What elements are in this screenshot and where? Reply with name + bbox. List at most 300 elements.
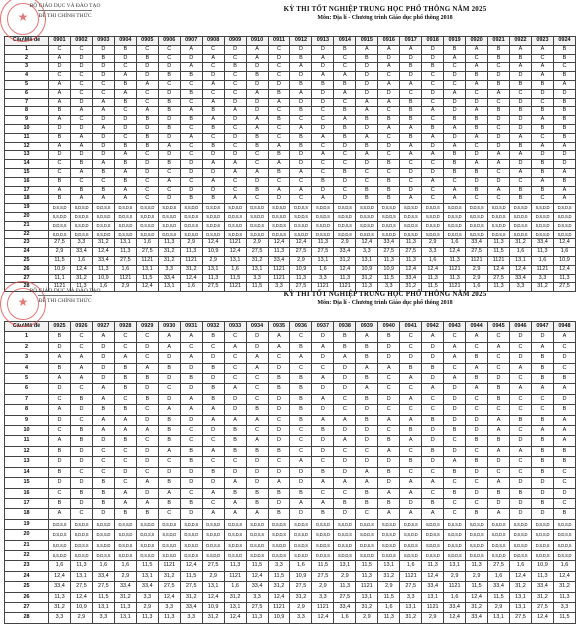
- answer-cell: S,D,S,D: [378, 540, 400, 550]
- answer-cell: D,D,S,S: [488, 540, 510, 550]
- official-seal-stamp: ★: [0, 281, 46, 327]
- answer-cell: D: [180, 467, 202, 477]
- answer-cell: B: [334, 107, 356, 116]
- answer-cell: S,D,S,D: [400, 550, 422, 560]
- answer-cell: C: [70, 509, 92, 519]
- table-row: [5, 221, 576, 230]
- answer-cell: A: [114, 89, 136, 98]
- answer-cell: 13,1: [202, 265, 224, 274]
- answer-cell: A: [246, 124, 268, 133]
- answer-cell: C: [510, 89, 532, 98]
- answer-cell: A: [378, 415, 400, 425]
- answer-cell: 11,5: [92, 592, 114, 602]
- answer-cell: S,D,S,D: [158, 550, 180, 560]
- answer-cell: 11,3: [400, 239, 422, 248]
- issuing-organization: [10, 287, 120, 305]
- answer-cell: B: [488, 394, 510, 404]
- question-number-cell: 22: [5, 230, 49, 239]
- answer-cell: C: [510, 394, 532, 404]
- answer-cell: 11,5: [268, 571, 290, 581]
- answer-cell: D,D,S,S: [488, 230, 510, 239]
- answer-cell: 31,2: [356, 274, 378, 283]
- answer-cell: 11,3: [356, 283, 378, 292]
- answer-cell: A: [224, 384, 246, 394]
- answer-cell: B: [444, 45, 466, 54]
- answer-cell: D,D,S,S: [334, 221, 356, 230]
- answer-cell: 1,6: [92, 283, 114, 292]
- answer-cell: 1,6: [422, 256, 444, 265]
- answer-cell: S,D,S,D: [553, 212, 575, 221]
- answer-cell: S,D,S,D: [531, 530, 553, 540]
- answer-cell: A: [356, 45, 378, 54]
- answer-cell: C: [312, 168, 334, 177]
- answer-cell: D: [224, 405, 246, 415]
- answer-cell: B: [224, 426, 246, 436]
- answer-cell: D: [444, 107, 466, 116]
- answer-cell: A: [202, 177, 224, 186]
- answer-cell: 11,3: [49, 592, 71, 602]
- answer-cell: B: [202, 195, 224, 204]
- answer-cell: D,S,D,S: [290, 540, 312, 550]
- table-row: [5, 394, 576, 404]
- answer-cell: B: [531, 498, 553, 508]
- answer-cell: D,S,D,S: [531, 540, 553, 550]
- answer-cell: D: [158, 374, 180, 384]
- answer-cell: D: [531, 151, 553, 160]
- answer-cell: C: [334, 186, 356, 195]
- answer-cell: D,S,D,S: [356, 230, 378, 239]
- answer-cell: 2,9: [466, 274, 488, 283]
- table-row: [5, 256, 576, 265]
- answer-cell: C: [531, 98, 553, 107]
- answer-cell: B: [180, 72, 202, 81]
- answer-cell: C: [180, 426, 202, 436]
- answer-cell: 10,9: [531, 561, 553, 571]
- answer-cell: D: [268, 498, 290, 508]
- table-row: [5, 478, 576, 488]
- answer-cell: C: [70, 467, 92, 477]
- answer-cell: D: [378, 457, 400, 467]
- answer-cell: B: [114, 374, 136, 384]
- answer-cell: B: [356, 142, 378, 151]
- answer-cell: 11,5: [180, 571, 202, 581]
- answer-cell: D,S,S,D: [356, 212, 378, 221]
- answer-cell: 1,6: [444, 239, 466, 248]
- answer-cell: C: [444, 509, 466, 519]
- answer-cell: A: [312, 151, 334, 160]
- answer-cell: S,D,S,D: [334, 212, 356, 221]
- answer-cell: A: [246, 54, 268, 63]
- answer-cell: 33,4: [488, 582, 510, 592]
- answer-cell: A: [246, 353, 268, 363]
- answer-cell: D,S,D,S: [268, 519, 290, 529]
- answer-cell: D,S,D,S: [114, 204, 136, 213]
- answer-cell: B: [246, 446, 268, 456]
- answer-cell: 1121: [466, 256, 488, 265]
- answer-cell: C: [268, 45, 290, 54]
- answer-cell: S,S,D,D: [356, 204, 378, 213]
- answer-cell: C: [180, 177, 202, 186]
- table-row: [5, 186, 576, 195]
- exam-code-header: 0944: [466, 322, 488, 332]
- answer-cell: A: [488, 160, 510, 169]
- answer-cell: 12,4: [224, 613, 246, 623]
- answer-cell: A: [70, 168, 92, 177]
- answer-cell: 2,9: [114, 571, 136, 581]
- answer-cell: C: [553, 63, 575, 72]
- answer-cell: A: [531, 63, 553, 72]
- answer-cell: A: [422, 151, 444, 160]
- answer-cell: C: [334, 405, 356, 415]
- answer-cell: C: [553, 363, 575, 373]
- answer-cell: A: [531, 45, 553, 54]
- answer-cell: S,S,D,D: [136, 519, 158, 529]
- answer-cell: 2,9: [290, 256, 312, 265]
- exam-code-header: 0937: [312, 322, 334, 332]
- answer-cell: C: [531, 195, 553, 204]
- answer-cell: C: [114, 133, 136, 142]
- answer-cell: B: [400, 107, 422, 116]
- exam-code-header: 0933: [224, 322, 246, 332]
- answer-cell: S,D,S,D: [92, 212, 114, 221]
- answer-cell: C: [202, 342, 224, 352]
- answer-cell: B: [290, 142, 312, 151]
- answer-cell: C: [488, 405, 510, 415]
- answer-cell: C: [334, 63, 356, 72]
- answer-cell: A: [444, 89, 466, 98]
- answer-cell: D,D,S,S: [400, 212, 422, 221]
- answer-cell: 1121: [224, 571, 246, 581]
- answer-cell: D: [224, 116, 246, 125]
- answer-cell: 27,5: [510, 613, 532, 623]
- exam-code-header: 0941: [400, 322, 422, 332]
- answer-cell: D: [553, 353, 575, 363]
- answer-cell: S,D,S,D: [180, 540, 202, 550]
- answer-cell: B: [466, 72, 488, 81]
- answer-cell: B: [422, 446, 444, 456]
- answer-cell: 11,3: [488, 283, 510, 292]
- table-row: [5, 124, 576, 133]
- answer-cell: D,S,D,S: [400, 540, 422, 550]
- answer-cell: D: [202, 72, 224, 81]
- answer-cell: B: [268, 488, 290, 498]
- answer-cell: A: [114, 151, 136, 160]
- answer-cell: 1121: [224, 239, 246, 248]
- header-row: [5, 37, 576, 46]
- answer-cell: 10,9: [553, 256, 575, 265]
- answer-cell: B: [136, 133, 158, 142]
- answer-cell: B: [378, 195, 400, 204]
- answer-cell: 11,3: [422, 274, 444, 283]
- exam-code-header: 0932: [202, 322, 224, 332]
- table-row: [5, 426, 576, 436]
- answer-cell: B: [356, 374, 378, 384]
- answer-cell: C: [268, 177, 290, 186]
- answer-cell: B: [378, 467, 400, 477]
- answer-cell: C: [466, 54, 488, 63]
- answer-cell: A: [356, 151, 378, 160]
- answer-cell: B: [49, 363, 71, 373]
- answer-cell: A: [158, 142, 180, 151]
- answer-cell: 1,6: [180, 283, 202, 292]
- question-number-cell: 16: [5, 488, 49, 498]
- answer-cell: B: [180, 446, 202, 456]
- exam-code-header: 0904: [114, 37, 136, 46]
- answer-cell: 27,5: [466, 248, 488, 257]
- answer-cell: D: [378, 342, 400, 352]
- answer-cell: A: [224, 195, 246, 204]
- answer-cell: D: [136, 488, 158, 498]
- answer-cell: A: [224, 160, 246, 169]
- answer-cell: 31,2: [224, 592, 246, 602]
- table-row: [5, 613, 576, 623]
- answer-cell: A: [312, 72, 334, 81]
- answer-cell: A: [70, 195, 92, 204]
- answer-cell: D: [510, 124, 532, 133]
- answer-cell: B: [466, 353, 488, 363]
- answer-cell: C: [400, 160, 422, 169]
- answer-cell: A: [224, 168, 246, 177]
- answer-cell: 10,9: [268, 613, 290, 623]
- exam-code-header: 0939: [356, 322, 378, 332]
- answer-cell: 27,5: [290, 248, 312, 257]
- answer-cell: C: [246, 151, 268, 160]
- answer-cell: C: [136, 467, 158, 477]
- question-number-cell: 9: [5, 116, 49, 125]
- answer-cell: A: [290, 457, 312, 467]
- answer-cell: B: [356, 498, 378, 508]
- answer-cell: A: [312, 133, 334, 142]
- answer-cell: D: [246, 332, 268, 342]
- answer-cell: A: [224, 498, 246, 508]
- corner-header-cell: Câu\Mã đề: [5, 37, 49, 46]
- answer-cell: B: [290, 107, 312, 116]
- answer-cell: 12,4: [356, 239, 378, 248]
- answer-cell: D: [136, 168, 158, 177]
- answer-cell: A: [49, 116, 71, 125]
- answer-cell: D: [49, 415, 71, 425]
- answer-cell: S,D,S,D: [136, 230, 158, 239]
- answer-cell: A: [268, 342, 290, 352]
- answer-cell: B: [246, 133, 268, 142]
- table-row: [5, 488, 576, 498]
- answer-cell: C: [531, 394, 553, 404]
- answer-cell: 3,3: [49, 613, 71, 623]
- answer-cell: D,S,D,S: [246, 221, 268, 230]
- answer-cell: D: [510, 116, 532, 125]
- answer-cell: 13,1: [114, 613, 136, 623]
- answer-cell: B: [268, 446, 290, 456]
- answer-cell: S,D,S,D: [466, 519, 488, 529]
- answer-cell: D: [444, 133, 466, 142]
- answer-cell: A: [114, 498, 136, 508]
- answer-cell: D,D,S,S: [49, 221, 71, 230]
- answer-cell: 12,4: [553, 265, 575, 274]
- answer-cell: D: [488, 498, 510, 508]
- answer-cell: B: [158, 72, 180, 81]
- answer-cell: C: [400, 177, 422, 186]
- answer-cell: D,D,S,S: [136, 530, 158, 540]
- answer-cell: D: [136, 72, 158, 81]
- question-number-cell: 15: [5, 478, 49, 488]
- answer-cell: D: [136, 160, 158, 169]
- answer-cell: S,D,D,S: [488, 530, 510, 540]
- answer-cell: 3,3: [290, 613, 312, 623]
- answer-cell: B: [400, 116, 422, 125]
- answer-cell: S,D,D,S: [290, 212, 312, 221]
- answer-cell: A: [246, 363, 268, 373]
- exam-code-header: 0919: [444, 37, 466, 46]
- answer-cell: S,D,D,S: [136, 540, 158, 550]
- answer-cell: B: [400, 133, 422, 142]
- answer-cell: B: [268, 509, 290, 519]
- answer-cell: C: [400, 89, 422, 98]
- answer-cell: D: [268, 80, 290, 89]
- answer-cell: B: [488, 54, 510, 63]
- answer-cell: 12,4: [158, 592, 180, 602]
- answer-cell: 1,6: [466, 283, 488, 292]
- answer-cell: B: [246, 488, 268, 498]
- answer-cell: A: [246, 45, 268, 54]
- answer-cell: B: [334, 342, 356, 352]
- answer-cell: C: [400, 332, 422, 342]
- answer-cell: D: [466, 426, 488, 436]
- answer-cell: B: [553, 107, 575, 116]
- answer-cell: 11,3: [246, 613, 268, 623]
- answer-cell: C: [444, 478, 466, 488]
- answer-cell: A: [356, 467, 378, 477]
- answer-cell: D,S,S,D: [378, 530, 400, 540]
- answer-cell: 13,1: [92, 602, 114, 612]
- answer-cell: 2,9: [488, 602, 510, 612]
- answer-cell: 27,5: [400, 582, 422, 592]
- answer-cell: 11,5: [553, 613, 575, 623]
- answer-cell: D: [202, 353, 224, 363]
- answer-cell: S,D,D,S: [158, 204, 180, 213]
- answer-cell: C: [422, 186, 444, 195]
- answer-cell: D: [202, 186, 224, 195]
- answer-cell: A: [400, 436, 422, 446]
- answer-cell: B: [553, 116, 575, 125]
- answer-cell: A: [444, 457, 466, 467]
- exam-code-header: 0903: [92, 37, 114, 46]
- answer-cell: C: [202, 436, 224, 446]
- answer-cell: 11,3: [553, 592, 575, 602]
- answer-cell: D: [70, 457, 92, 467]
- answer-cell: S,D,D,S: [378, 212, 400, 221]
- answer-cell: A: [488, 151, 510, 160]
- answer-cell: 3,3: [246, 592, 268, 602]
- answer-cell: C: [334, 54, 356, 63]
- exam-code-header: 0925: [49, 322, 71, 332]
- answer-cell: D: [92, 142, 114, 151]
- answer-cell: D: [268, 195, 290, 204]
- header-row: [5, 322, 576, 332]
- answer-cell: D: [488, 374, 510, 384]
- answer-cell: D: [136, 124, 158, 133]
- answer-cell: 3,3: [268, 561, 290, 571]
- answer-cell: 1121: [444, 265, 466, 274]
- answer-cell: C: [136, 186, 158, 195]
- answer-cell: 13,1: [136, 571, 158, 581]
- answer-cell: D,S,D,S: [488, 519, 510, 529]
- answer-cell: 11,5: [136, 561, 158, 571]
- table-row: [5, 80, 576, 89]
- answer-cell: B: [158, 98, 180, 107]
- answer-cell: D,S,S,D: [422, 550, 444, 560]
- answer-cell: D: [466, 98, 488, 107]
- answer-cell: D: [114, 467, 136, 477]
- answer-cell: D: [378, 89, 400, 98]
- answer-cell: B: [158, 363, 180, 373]
- answer-cell: B: [158, 107, 180, 116]
- answer-cell: B: [553, 509, 575, 519]
- table-row: [5, 160, 576, 169]
- answer-cell: C: [378, 384, 400, 394]
- answer-cell: 3,3: [422, 248, 444, 257]
- answer-cell: A: [268, 332, 290, 342]
- answer-cell: D: [444, 384, 466, 394]
- answer-cell: S,S,D,D: [49, 212, 71, 221]
- answer-cell: A: [158, 446, 180, 456]
- answer-cell: D: [422, 426, 444, 436]
- answer-cell: 10,9: [49, 265, 71, 274]
- answer-cell: B: [356, 353, 378, 363]
- answer-cell: D: [510, 332, 532, 342]
- answer-cell: 3,3: [158, 602, 180, 612]
- answer-cell: S,D,D,S: [70, 530, 92, 540]
- answer-cell: D: [444, 415, 466, 425]
- answer-cell: C: [246, 394, 268, 404]
- answer-cell: 33,4: [136, 582, 158, 592]
- answer-cell: D: [356, 457, 378, 467]
- answer-cell: S,S,D,D: [488, 221, 510, 230]
- answer-cell: C: [510, 405, 532, 415]
- answer-cell: 12,4: [422, 571, 444, 581]
- answer-cell: D,S,S,D: [422, 221, 444, 230]
- answer-cell: B: [268, 384, 290, 394]
- answer-cell: D: [531, 478, 553, 488]
- answer-cell: B: [510, 488, 532, 498]
- answer-cell: C: [466, 342, 488, 352]
- answer-cell: A: [49, 186, 71, 195]
- answer-cell: C: [49, 45, 71, 54]
- answer-cell: A: [312, 415, 334, 425]
- answer-cell: S,D,S,D: [553, 230, 575, 239]
- answer-cell: B: [158, 478, 180, 488]
- answer-cell: A: [488, 446, 510, 456]
- answer-cell: 2,9: [378, 582, 400, 592]
- answer-cell: D: [422, 342, 444, 352]
- answer-cell: B: [510, 415, 532, 425]
- question-number-cell: 13: [5, 457, 49, 467]
- answer-cell: A: [312, 342, 334, 352]
- table-row: [5, 457, 576, 467]
- answer-cell: 2,9: [356, 613, 378, 623]
- answer-cell: D,S,S,D: [510, 530, 532, 540]
- answer-cell: 27,5: [114, 256, 136, 265]
- answer-cell: B: [49, 177, 71, 186]
- answer-cell: 3,3: [158, 265, 180, 274]
- answer-cell: A: [378, 45, 400, 54]
- answer-cell: 12,4: [290, 239, 312, 248]
- answer-cell: S,S,D,D: [400, 530, 422, 540]
- answer-cell: 1,6: [510, 561, 532, 571]
- answer-cell: C: [202, 457, 224, 467]
- answer-cell: B: [466, 124, 488, 133]
- answer-cell: D: [334, 177, 356, 186]
- answer-cell: 11,3: [202, 274, 224, 283]
